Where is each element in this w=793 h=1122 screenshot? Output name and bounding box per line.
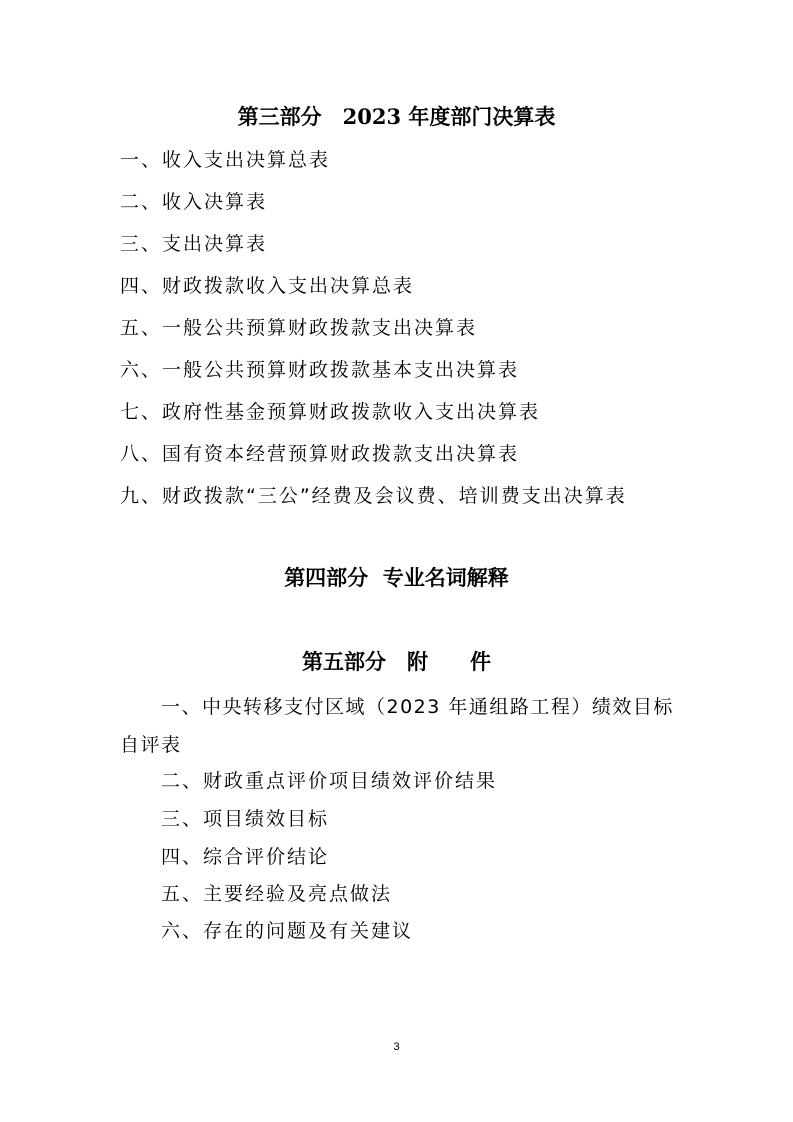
section-3-item-6: 六、一般公共预算财政拨款基本支出决算表 xyxy=(120,359,520,381)
section-5-item-5: 五、主要经验及亮点做法 xyxy=(161,883,393,905)
section-5-item-3: 三、项目绩效目标 xyxy=(161,808,330,830)
section-3-heading: 第三部分 2023 年度部门决算表 xyxy=(237,104,556,129)
section-5-heading: 第五部分 附 件 xyxy=(302,649,491,674)
section-3-item-7: 七、政府性基金预算财政拨款收入支出决算表 xyxy=(120,401,541,423)
section-3-item-5: 五、一般公共预算财政拨款支出决算表 xyxy=(120,317,478,339)
section-3-item-8: 八、国有资本经营预算财政拨款支出决算表 xyxy=(120,443,520,465)
section-3-item-1: 一、收入支出决算总表 xyxy=(120,149,331,171)
section-5-item-6: 六、存在的问题及有关建议 xyxy=(161,920,414,942)
section-3-item-4: 四、财政拨款收入支出决算总表 xyxy=(120,275,415,297)
section-3-item-9: 九、财政拨款“三公”经费及会议费、培训费支出决算表 xyxy=(120,485,627,507)
section-5-item-2: 二、财政重点评价项目绩效评价结果 xyxy=(161,770,498,792)
section-5-item-1: 一、中央转移支付区域（2023 年通组路工程）绩效目标自评表 xyxy=(120,696,674,756)
section-4-heading: 第四部分 专业名词解释 xyxy=(284,565,509,590)
section-3-item-3: 三、支出决算表 xyxy=(120,233,268,255)
section-3-item-2: 二、收入决算表 xyxy=(120,191,268,213)
section-5-item-4: 四、综合评价结论 xyxy=(161,846,330,868)
page-number: 3 xyxy=(393,1041,400,1053)
